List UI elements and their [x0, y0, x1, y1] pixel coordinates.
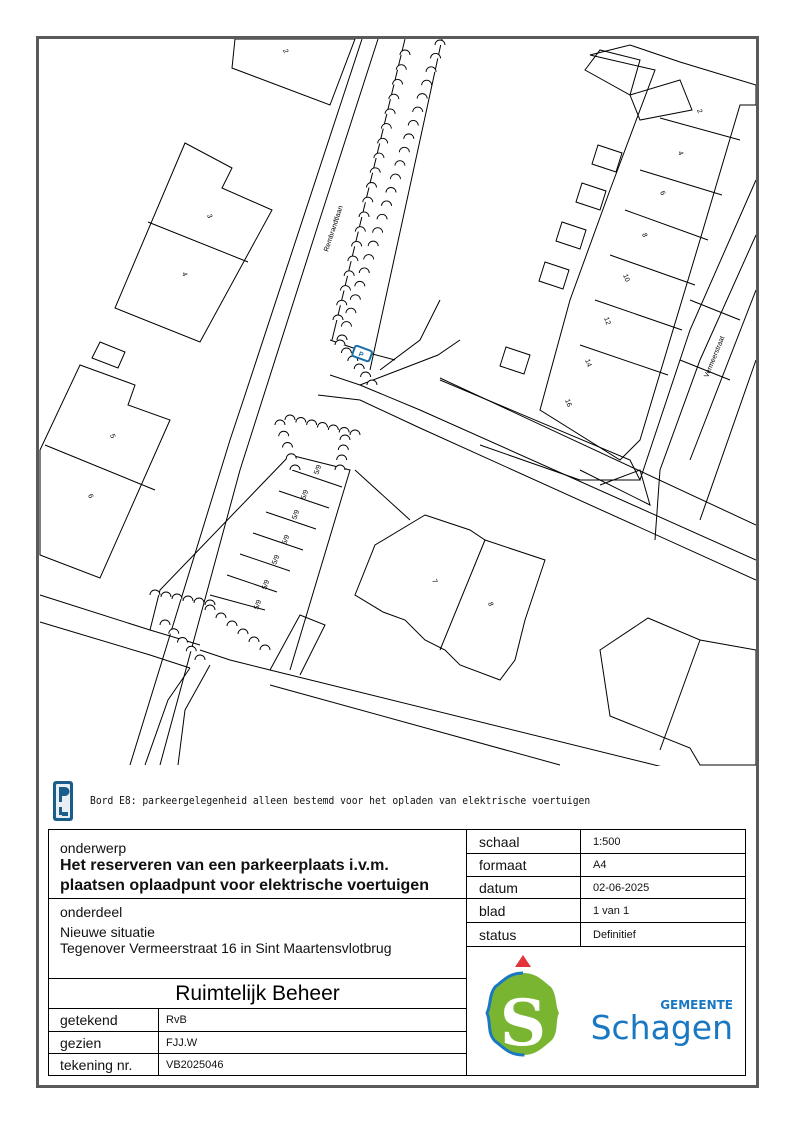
building-divider: [640, 170, 722, 195]
parking-bay-line: [240, 554, 290, 571]
hedge-shrub: [335, 465, 345, 470]
row-value: 02-06-2025: [581, 877, 746, 899]
hedge-shrub: [275, 420, 285, 425]
building: [40, 365, 170, 578]
yard: [440, 380, 640, 480]
parking-bay-label: 5/9: [291, 509, 302, 521]
row-value: VB2025046: [159, 1054, 467, 1076]
road-edge: [130, 39, 365, 765]
row-value: FJJ.W: [159, 1032, 467, 1054]
house-number: 4: [180, 271, 189, 278]
hedge-shrub: [386, 188, 396, 193]
onderdeel-line1: Nieuwe situatie: [60, 924, 155, 940]
hedge-shrub: [346, 308, 356, 313]
driveway: [380, 300, 440, 370]
building-divider: [45, 445, 155, 490]
row-label: getekend: [49, 1009, 159, 1032]
hedge-shrub: [172, 594, 182, 599]
hedge-shrub: [286, 454, 296, 459]
map-drawing: [39, 39, 756, 766]
title-block: [48, 829, 746, 1076]
hedge-shrub: [169, 629, 179, 634]
building: [92, 342, 125, 368]
road-edge: [270, 685, 560, 765]
logo-area: [467, 947, 746, 1076]
hedge-shrub: [355, 281, 365, 286]
row-value: 1 van 1: [581, 899, 746, 923]
hedge-shrub: [249, 637, 259, 642]
house-number: 2: [695, 108, 704, 115]
row-value: RvB: [159, 1009, 467, 1032]
road-edge: [690, 290, 756, 460]
building: [115, 143, 272, 342]
street-label: Rembrandtlaan: [323, 204, 345, 253]
hedge-shrub: [348, 256, 358, 261]
building: [585, 50, 640, 95]
parking-bay-label: 5/9: [281, 534, 292, 546]
hedge-shrub: [296, 418, 306, 423]
hedge-shrub: [363, 197, 373, 202]
house-number: 4: [676, 150, 685, 157]
hedge-shrub: [408, 120, 418, 125]
hedge-shrub: [393, 79, 403, 84]
outbuilding: [500, 347, 530, 374]
row-label: status: [467, 923, 581, 947]
hedge-shrub: [186, 646, 196, 651]
logo-gemeente: GEMEENTE: [660, 998, 733, 1012]
onderwerp-line2: plaatsen oplaadpunt voor elektrische voertuigen: [60, 877, 429, 894]
house-number: 12: [602, 316, 612, 327]
house-number: 16: [563, 398, 573, 409]
hedge-shrub: [283, 443, 293, 448]
house-number: 6: [86, 493, 95, 500]
building-divider: [440, 540, 485, 650]
parking-bay-label: 5/9: [271, 554, 282, 566]
house-number: 14: [583, 358, 593, 369]
building: [630, 80, 692, 120]
hedge-shrub: [381, 124, 391, 129]
hedge-shrub: [400, 50, 410, 55]
row-value: 1:500: [581, 830, 746, 854]
hedge-shrub: [352, 241, 362, 246]
parking-bay-label: 5/9: [261, 579, 272, 591]
hedge-shrub: [396, 65, 406, 70]
hedge-shrub: [341, 322, 351, 327]
hedge-shrub: [227, 621, 237, 626]
hedge-shrub: [368, 241, 378, 246]
road-edge: [700, 360, 756, 520]
house-number: 8: [486, 601, 495, 608]
building-divider: [595, 300, 682, 330]
hedge-shrub: [318, 423, 328, 428]
building-divider: [580, 345, 668, 375]
outbuilding: [592, 145, 622, 172]
row-label: schaal: [467, 830, 581, 854]
row-label: formaat: [467, 854, 581, 877]
fence: [690, 300, 740, 320]
hedge-shrub: [205, 605, 215, 610]
hedge-shrub: [361, 372, 371, 377]
building-divider: [610, 255, 695, 285]
outbuilding: [556, 222, 586, 249]
building-divider: [148, 222, 248, 262]
row-label: blad: [467, 899, 581, 923]
hedge-shrub: [355, 227, 365, 232]
house-number: 2: [281, 48, 290, 55]
hedge-shrub: [216, 613, 226, 618]
yard: [580, 470, 650, 505]
ev-parking-sign-icon: [52, 780, 74, 822]
onderwerp-line1: Het reserveren van een parkeerplaats i.v.m.: [60, 857, 389, 874]
hedge-shrub: [385, 109, 395, 114]
hedge-shrub: [150, 590, 160, 595]
street-label: Vermeerstraat: [703, 335, 727, 379]
onderdeel-label: onderdeel: [60, 904, 123, 920]
logo-schagen: Schagen: [590, 1008, 733, 1047]
svg-text:S: S: [499, 986, 547, 1061]
outbuilding: [539, 262, 569, 289]
road-edge: [145, 668, 190, 765]
hedge-shrub: [367, 183, 377, 188]
road-edge: [160, 39, 378, 765]
house-number: 10: [621, 273, 631, 284]
hedge-shrub: [285, 415, 295, 420]
gemeente-schagen-logo: [467, 947, 746, 1076]
house-number: 8: [640, 232, 649, 239]
hedge-shrub: [341, 348, 351, 353]
hedge-shrub: [260, 645, 270, 650]
parking-bay-line: [266, 512, 316, 529]
hedge-shrub: [183, 596, 193, 601]
road-edge: [40, 622, 190, 668]
onderwerp-section: [49, 830, 467, 899]
hedge-shrub: [422, 80, 432, 85]
row-label: gezien: [49, 1032, 159, 1054]
building-divider: [660, 640, 700, 750]
hedge-shrub: [399, 147, 409, 152]
hedge-shrub: [354, 364, 364, 369]
hedge-shrub: [413, 107, 423, 112]
hedge-shrub: [378, 138, 388, 143]
hedge-shrub: [373, 228, 383, 233]
hedge-shrub: [337, 300, 347, 305]
building-divider: [660, 118, 740, 140]
parking-bay-label: 5/9: [300, 489, 311, 501]
parking-strip: [290, 455, 350, 670]
hedge-shrub: [417, 94, 427, 99]
house-number: 6: [658, 190, 667, 197]
hedge-shrub: [328, 425, 338, 430]
house-number: 7: [430, 578, 439, 585]
onderdeel-section: [49, 899, 467, 979]
legend: [52, 780, 634, 822]
onderwerp-label: onderwerp: [60, 840, 127, 856]
hedge-shrub: [340, 435, 350, 440]
hedge-shrub: [370, 168, 380, 173]
building-divider: [625, 210, 708, 240]
hedge-shrub: [340, 286, 350, 291]
hedge-shrub: [195, 655, 205, 660]
onderdeel-line2: Tegenover Vermeerstraat 16 in Sint Maartensvlotbrug: [60, 940, 392, 956]
hedge-shrub: [337, 455, 347, 460]
row-value: Definitief: [581, 923, 746, 947]
building: [355, 515, 545, 680]
hedge-shrub: [279, 431, 289, 436]
hedge-shrub: [338, 445, 348, 450]
department-name: Ruimtelijk Beheer: [49, 979, 467, 1009]
hedge-shrub: [290, 465, 300, 470]
house-number: 3: [205, 213, 214, 220]
hedge-strip-edge: [370, 39, 442, 370]
row-label: datum: [467, 877, 581, 899]
hedge-shrub: [339, 428, 349, 433]
parking-bay-label: 5/9: [253, 599, 264, 611]
hedge-shrub: [359, 212, 369, 217]
hedge-shrub: [335, 340, 345, 345]
hedge-shrub: [367, 380, 377, 385]
legend-text: Bord E8: parkeergelegenheid alleen bestemd voor het opladen van elektrische voertuigen: [90, 795, 591, 807]
hedge-shrub: [205, 600, 215, 605]
building: [600, 618, 756, 765]
hedge-shrub: [337, 335, 347, 340]
hedge-shrub: [344, 271, 354, 276]
svg-text:P: P: [357, 351, 365, 360]
hedge-shrub: [238, 629, 248, 634]
hedge-shrub: [426, 67, 436, 72]
hedge-shrub: [307, 420, 317, 425]
row-label: tekening nr.: [49, 1054, 159, 1076]
hedge-shrub: [390, 174, 400, 179]
house-number: 5: [108, 433, 117, 440]
road-edge: [200, 650, 756, 766]
road-edge: [355, 470, 410, 520]
parking-bay-line: [253, 533, 303, 550]
hedge-shrub: [435, 40, 445, 45]
row-value: A4: [581, 854, 746, 877]
hedge-shrub: [377, 214, 387, 219]
hedge-shrub: [389, 94, 399, 99]
hedge-shrub: [161, 592, 171, 597]
road-edge: [655, 235, 756, 540]
hedge-shrub: [333, 315, 343, 320]
hedge-shrub: [194, 598, 204, 603]
hedge-shrub: [404, 134, 414, 139]
parking-bay-label: 5/9: [313, 464, 324, 476]
hedge-shrub: [364, 255, 374, 260]
hedge-shrub: [382, 201, 392, 206]
hedge-shrub: [359, 268, 369, 273]
hedge-shrub: [395, 161, 405, 166]
hedge-shrub: [160, 620, 170, 625]
building: [232, 39, 355, 105]
hedge-shrub: [350, 295, 360, 300]
hedge-shrub: [350, 430, 360, 435]
road-edge: [640, 180, 756, 480]
road-edge: [40, 595, 200, 645]
outbuilding: [576, 183, 606, 210]
hedge-shrub: [374, 153, 384, 158]
